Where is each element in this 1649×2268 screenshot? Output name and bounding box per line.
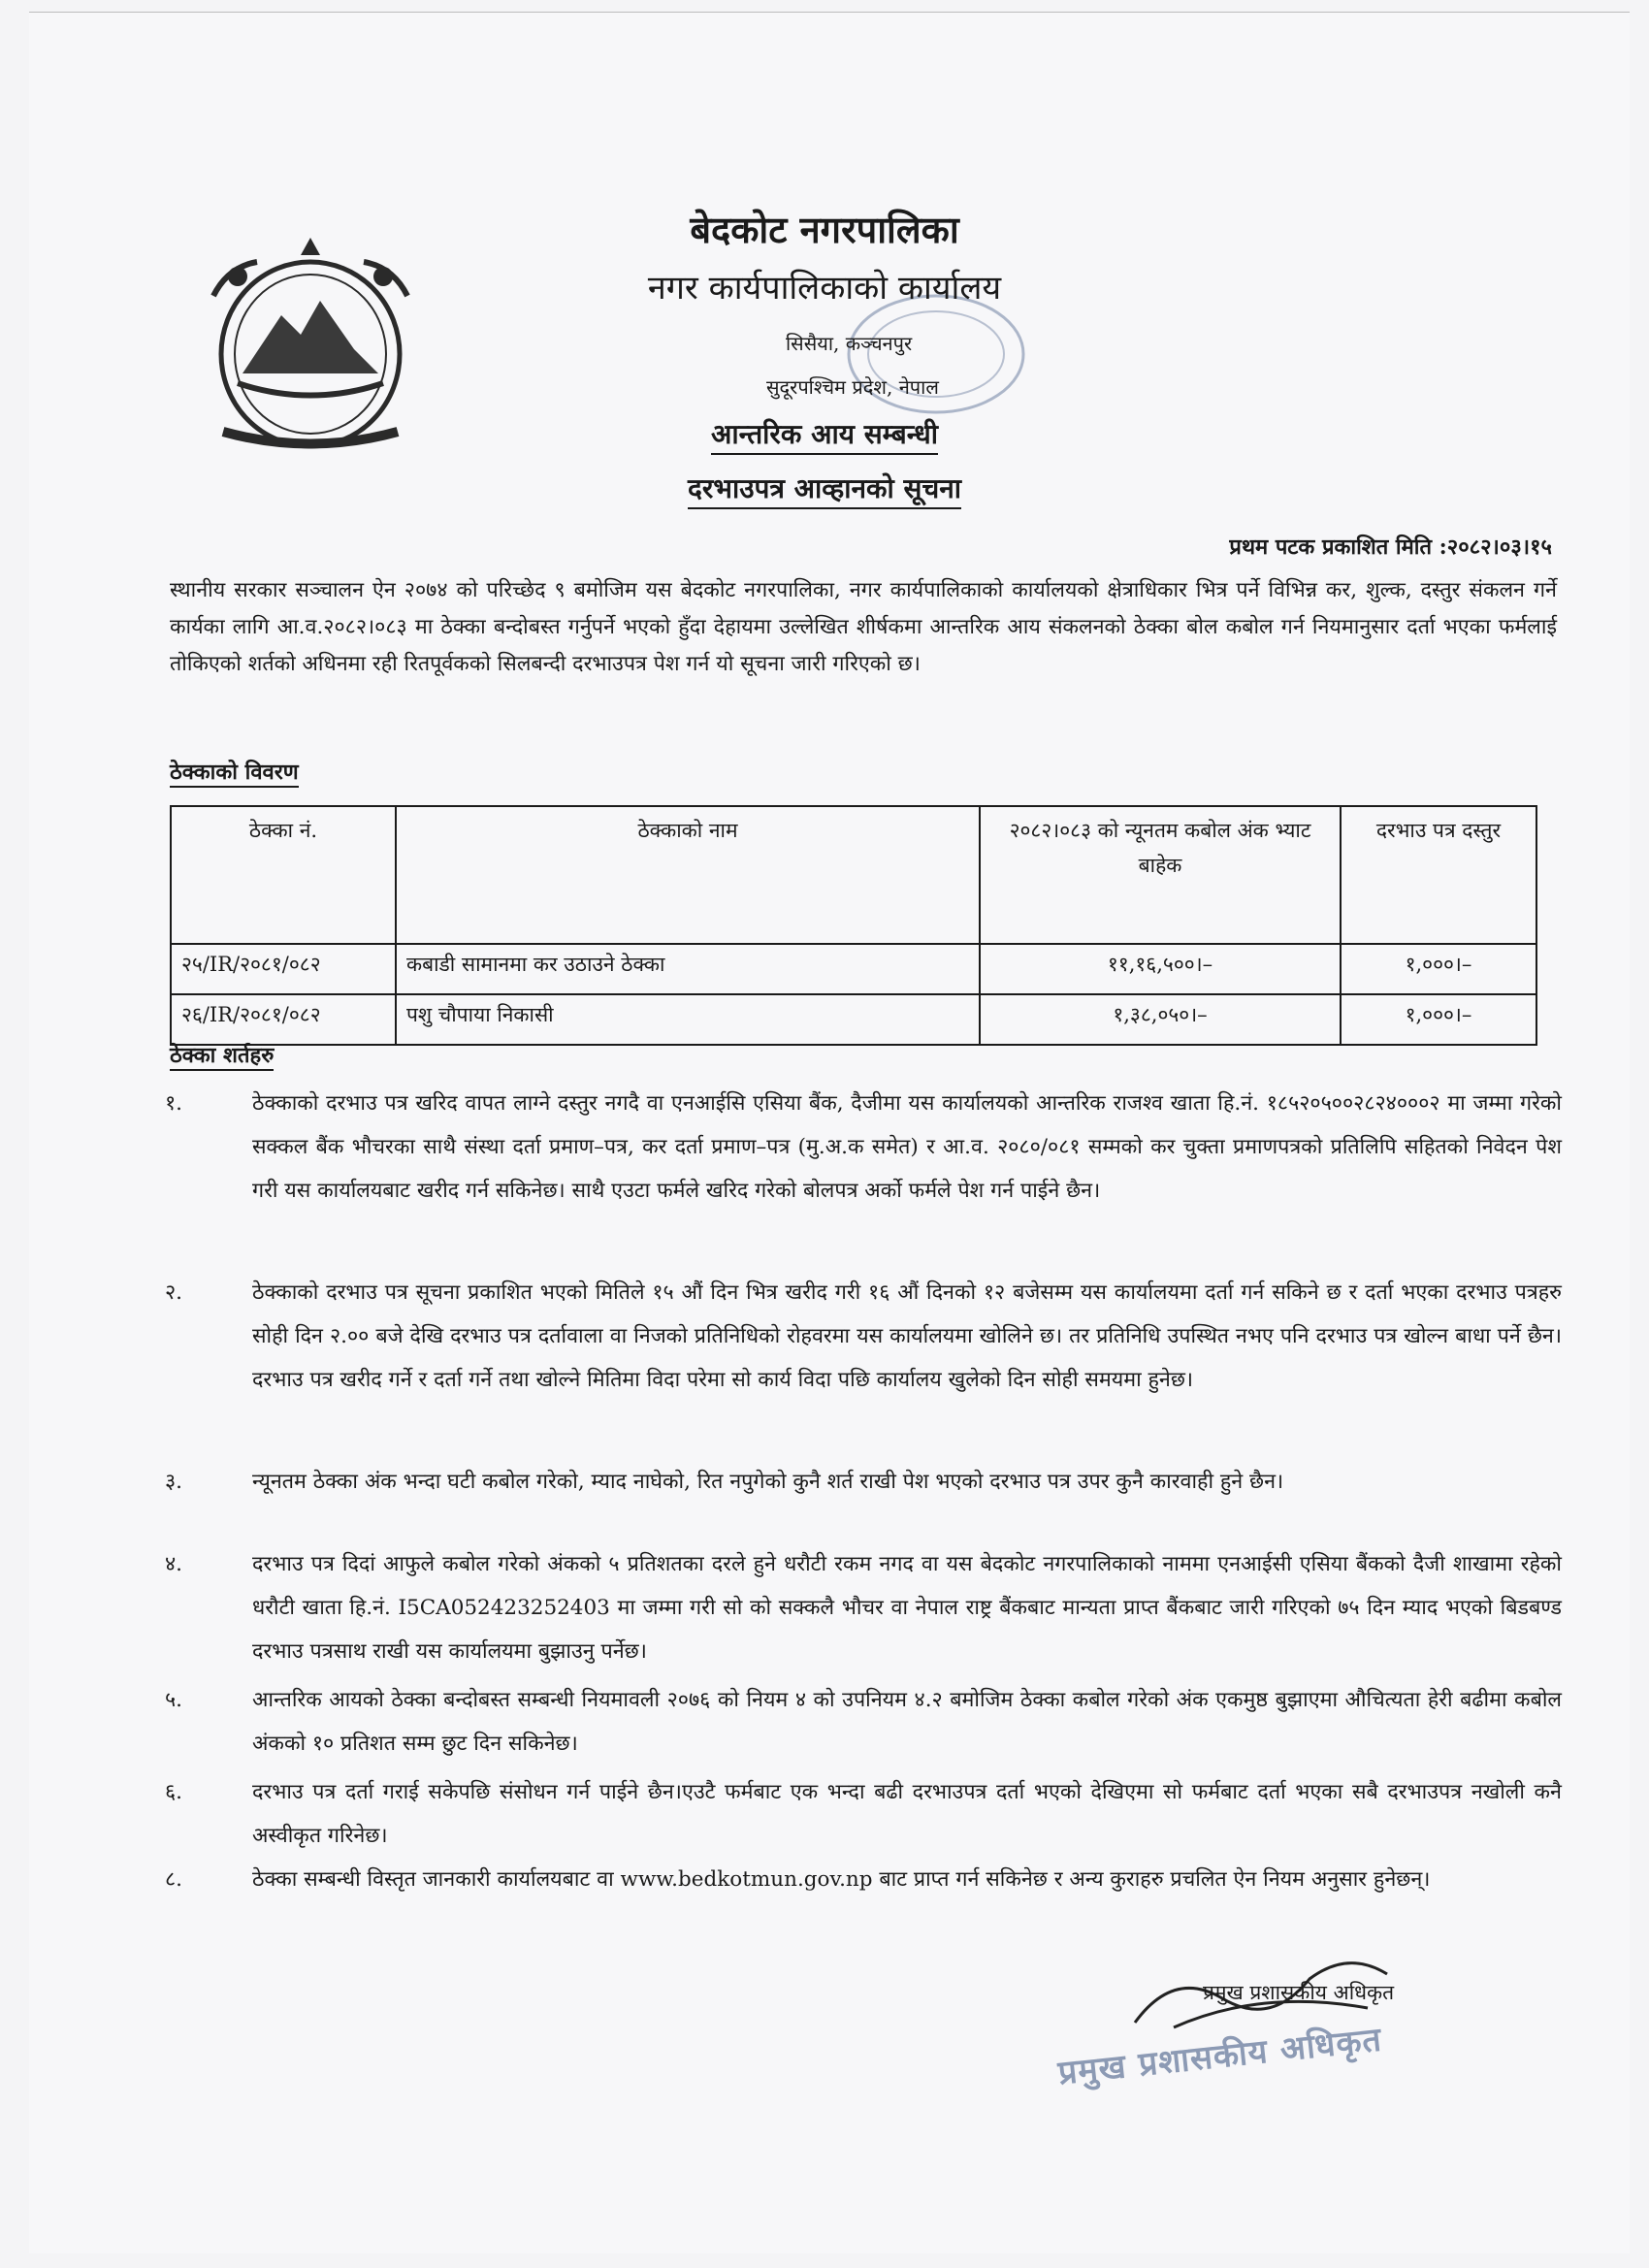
cell-contract-name: पशु चौपाया निकासी	[396, 994, 980, 1045]
condition-text: ठेक्का सम्बन्धी विस्तृत जानकारी कार्यालयबाट वा www.bedkotmun.gov.np बाट प्राप्त गर्न सकिनेछ र अन्य कुराहरु प्रचलित ऐन नियम अनुसार हुनेछन्।	[252, 1867, 1431, 1892]
table-row	[171, 994, 1536, 1045]
publish-date: प्रथम पटक प्रकाशित मिति :२०८२।०३।१५	[1229, 535, 1552, 560]
condition-text: दरभाउ पत्र दिदां आफुले कबोल गरेको अंकको ५ प्रतिशतका दरले हुने धरौटी रकम नगद वा यस बेदकोट नगरपालिकाको नाममा एनआईसी एसिया बैंकको दैजी शाखामा रहेको धरौटी खाता हि.नं. I5CA052423252403 मा जम्मा गरी सो को सक्कलै भौचर वा नेपाल राष्ट्र बैंकबाट मान्यता प्राप्त बैंकबाट जारी गरिएको ७५ दिन म्याद भएको बिडबण्ड दरभाउ पत्रसाथ राखी यस कार्यालयमा बुझाउनु पर्नेछ।	[252, 1552, 1562, 1664]
condition-number: ८.	[165, 1867, 183, 1892]
table-row	[171, 944, 1536, 994]
col-fee: दरभाउ पत्र दस्तुर	[1341, 806, 1536, 944]
contract-table	[170, 805, 1537, 1046]
details-heading: ठेक्काको विवरण	[170, 757, 299, 788]
cell-min-bid: ११,१६,५००।–	[980, 944, 1341, 994]
condition-text: न्यूनतम ठेक्का अंक भन्दा घटी कबोल गरेको, म्याद नाघेको, रित नपुगेको कुनै शर्त राखी पेश भएको दरभाउ पत्र उपर कुनै कारवाही हुने छैन।	[252, 1470, 1284, 1494]
condition-item	[165, 1542, 1562, 1673]
cell-fee: १,०००।–	[1341, 994, 1536, 1045]
condition-text: ठेक्काको दरभाउ पत्र खरिद वापत लाग्ने दस्तुर नगदै वा एनआईसि एसिया बैंक, दैजीमा यस कार्यालयको आन्तरिक राजश्व खाता हि.नं. १८५२०५००२८२४०००२ मा जम्मा गरेको सक्कल बैंक भौचरका साथै संस्था दर्ता प्रमाण–पत्र, कर दर्ता प्रमाण–पत्र (मु.अ.क समेत) र आ.व. २०८०/०८१ सम्मको कर चुक्ता प्रमाणपत्रको प्रतिलिपि सहितको निवेदन पेश गरी यस कार्यालयबाट खरीद गर्न सकिनेछ। साथै एउटा फर्मले खरिद गरेको बोलपत्र अर्को फर्मले पेश गर्न पाईने छैन।	[252, 1091, 1562, 1203]
signatory-title: प्रमुख प्रशासकीय अधिकृत	[1203, 1981, 1395, 2004]
condition-item	[165, 1460, 1562, 1504]
cell-contract-name: कबाडी सामानमा कर उठाउने ठेक्का	[396, 944, 980, 994]
table-header-row	[171, 806, 1536, 944]
col-contract-name: ठेक्काको नाम	[396, 806, 980, 944]
condition-text: ठेक्काको दरभाउ पत्र सूचना प्रकाशित भएको मितिले १५ औं दिन भित्र खरीद गरी १६ औं दिनको १२ बजेसम्म यस कार्यालयमा दर्ता गर्न सकिने छ र दर्ता भएका दरभाउ पत्रहरु सोही दिन २.०० बजे देखि दरभाउ पत्र दर्तावाला वा निजको प्रतिनिधिको रोहवरमा यस कार्यालयमा खोलिने छ। तर प्रतिनिधि उपस्थित नभए पनि दरभाउ पत्र खोल्न बाधा पर्ने छैन। दरभाउ पत्र खरीद गर्ने र दर्ता गर्ने तथा खोल्ने मितिमा विदा परेमा सो कार्य विदा पछि कार्यालय खुलेको दिन सोही समयमा हुनेछ।	[252, 1280, 1562, 1392]
condition-number: ६.	[165, 1780, 183, 1804]
condition-item	[165, 1082, 1562, 1213]
office-address: सिसैया, कञ्चनपुर	[786, 332, 913, 355]
office-subtitle: नगर कार्यपालिकाको कार्यालय	[647, 269, 1002, 308]
col-min-bid: २०८२।०८३ को न्यूनतम कबोल अंक भ्याट बाहेक	[980, 806, 1341, 944]
intro-paragraph: स्थानीय सरकार सञ्चालन ऐन २०७४ को परिच्छेद ९ बमोजिम यस बेदकोट नगरपालिका, नगर कार्यपालिकाको कार्यालयको क्षेत्राधिकार भित्र पर्ने विभिन्न कर, शुल्क, दस्तुर संकलन गर्ने कार्यका लागि आ.व.२०८२।०८३ मा ठेक्का बन्दोबस्त गर्नुपर्ने भएको हुँदा देहायमा उल्लेखित शीर्षकमा आन्तरिक आय संकलनको ठेक्का बोल कबोल गर्न नियमानुसार दर्ता भएका फर्मलाई तोकिएको शर्तको अधिनमा रही रितपूर्वकको सिलबन्दी दरभाउपत्र पेश गर्न यो सूचना जारी गरिएको छ।	[170, 578, 1557, 676]
condition-item	[165, 1271, 1562, 1402]
notice-title: आन्तरिक आय सम्बन्धी	[0, 415, 1649, 452]
office-province: सुदूरपश्चिम प्रदेश, नेपाल	[766, 375, 939, 399]
condition-item	[165, 1770, 1562, 1858]
office-name: बेदकोट नगरपालिका	[690, 208, 959, 251]
notice-subtitle: दरभाउपत्र आव्हानको सूचना	[0, 470, 1649, 506]
conditions-heading: ठेक्का शर्तहरु	[170, 1040, 274, 1071]
cell-contract-no: २६/IR/२०८१/०८२	[171, 994, 396, 1045]
signatory-stamp: प्रमुख प्रशासकीय अधिकृत	[1056, 2020, 1384, 2093]
condition-number: २.	[165, 1280, 183, 1305]
col-contract-no: ठेक्का नं.	[171, 806, 396, 944]
condition-item	[165, 1858, 1562, 1901]
condition-number: ५.	[165, 1688, 183, 1712]
cell-min-bid: १,३८,०५०।–	[980, 994, 1341, 1045]
condition-number: ३.	[165, 1470, 183, 1494]
cell-fee: १,०००।–	[1341, 944, 1536, 994]
condition-number: १.	[165, 1091, 183, 1116]
condition-text: आन्तरिक आयको ठेक्का बन्दोबस्त सम्बन्धी नियमावली २०७६ को नियम ४ को उपनियम ४.२ बमोजिम ठेक्का कबोल गरेको अंक एकमुष्ठ बुझाएमा औचित्यता हेरी बढीमा कबोल अंकको १० प्रतिशत सम्म छुट दिन सकिनेछ।	[252, 1688, 1562, 1756]
condition-number: ४.	[165, 1552, 183, 1576]
cell-contract-no: २५/IR/२०८१/०८२	[171, 944, 396, 994]
condition-text: दरभाउ पत्र दर्ता गराई सकेपछि संसोधन गर्न पाईने छैन।एउटै फर्मबाट एक भन्दा बढी दरभाउपत्र दर्ता भएको देखिएमा सो फर्मबाट दर्ता भएका सबै दरभाउपत्र नखोली कनै अस्वीकृत गरिनेछ।	[252, 1780, 1562, 1848]
condition-item	[165, 1678, 1562, 1766]
